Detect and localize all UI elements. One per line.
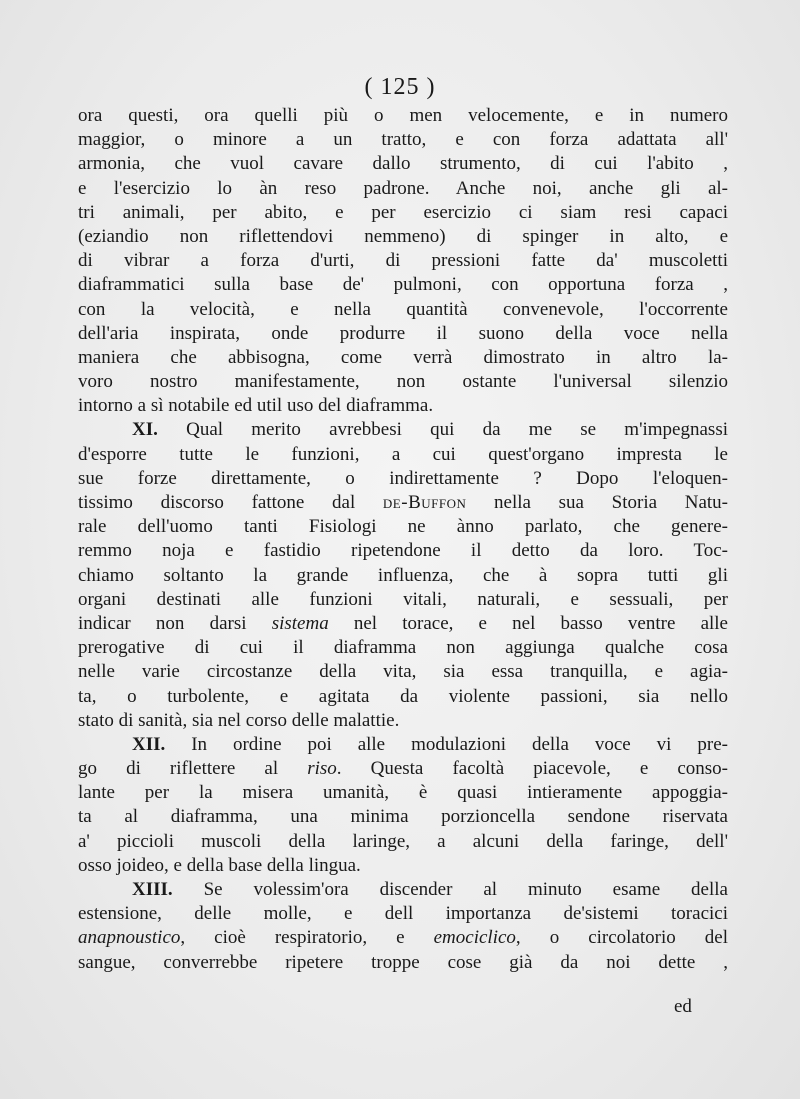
text-line bbox=[78, 612, 728, 636]
text-segment: a' piccioli muscoli della laringe, a alcuni della faringe, dell' bbox=[78, 830, 728, 852]
text-segment: (eziandio non riflettendovi nemmeno) di spinger in alto, e bbox=[78, 225, 728, 247]
text-line bbox=[78, 394, 728, 418]
text-line bbox=[78, 515, 728, 539]
text-segment: lante per la misera umanità, è quasi intieramente appoggia- bbox=[78, 782, 728, 804]
text-line bbox=[78, 781, 728, 805]
text-segment: sangue, converrebbe ripetere troppe cose già da noi dette , bbox=[78, 951, 728, 973]
text-segment: maggior, o minore a un tratto, e con forza adattata all' bbox=[78, 129, 728, 151]
catchword: ed bbox=[674, 996, 692, 1017]
section-number: XIII. bbox=[132, 879, 173, 900]
text-line bbox=[78, 273, 728, 297]
text-line bbox=[78, 539, 728, 563]
page-number: ( 125 ) bbox=[364, 74, 436, 100]
text-line bbox=[78, 805, 728, 829]
text-segment: indicar non darsi bbox=[78, 612, 272, 634]
text-segment: organi destinati alle funzioni vitali, naturali, e sessuali, per bbox=[78, 588, 728, 610]
text-segment: chiamo soltanto la grande influenza, che à sopra tutti gli bbox=[78, 564, 728, 586]
text-segment: intorno a sì notabile ed util uso del diaframma. bbox=[78, 395, 434, 417]
text-segment: sue forze direttamente, o indirettamente ? Dopo l'eloquen- bbox=[78, 467, 728, 489]
section-number: XI. bbox=[132, 419, 158, 441]
text-line bbox=[78, 951, 728, 975]
text-segment: prerogative di cui il diaframma non aggiunga qualche cosa bbox=[78, 637, 728, 659]
italic-term: sistema bbox=[271, 612, 329, 634]
text-line bbox=[78, 709, 728, 733]
text-line bbox=[78, 298, 728, 322]
text-segment: nella sua Storia Natu- bbox=[466, 492, 728, 513]
text-segment: tissimo discorso fattone dal bbox=[78, 492, 383, 513]
text-line bbox=[78, 854, 728, 878]
italic-term: emociclico bbox=[433, 927, 516, 949]
text-line bbox=[78, 249, 728, 273]
text-line bbox=[78, 926, 728, 950]
text-line bbox=[78, 733, 728, 757]
text-segment: voro nostro manifestamente, non ostante l'universal silenzio bbox=[78, 371, 728, 393]
text-line bbox=[78, 322, 728, 346]
text-line bbox=[78, 902, 728, 926]
text-segment: go di riflettere al bbox=[78, 758, 308, 780]
text-segment: e l'esercizio lo àn reso padrone. Anche noi, anche gli al- bbox=[78, 177, 728, 199]
text-segment: osso joideo, e della base della lingua. bbox=[78, 854, 361, 876]
text-segment: In ordine poi alle modulazioni della voce vi pre- bbox=[165, 733, 728, 755]
text-segment: , cioè respiratorio, e bbox=[180, 927, 434, 949]
text-segment: remmo noja e fastidio ripetendone il detto da loro. Toc- bbox=[78, 540, 728, 562]
text-line bbox=[78, 128, 728, 152]
text-line bbox=[78, 660, 728, 684]
text-segment: d'esporre tutte le funzioni, a cui quest'organo impresta le bbox=[78, 443, 728, 465]
text-line bbox=[78, 685, 728, 709]
text-line bbox=[78, 588, 728, 612]
text-line bbox=[78, 418, 728, 442]
text-line bbox=[78, 491, 728, 515]
text-line bbox=[78, 346, 728, 370]
section-number: XII. bbox=[132, 733, 166, 755]
text-line bbox=[78, 443, 728, 467]
text-line bbox=[78, 878, 728, 902]
text-line bbox=[78, 201, 728, 225]
text-segment: , o circolatorio del bbox=[515, 927, 729, 949]
text-segment: stato di sanità, sia nel corso delle malattie. bbox=[78, 709, 400, 731]
text-line bbox=[78, 152, 728, 176]
italic-term: anapnoustico bbox=[78, 927, 181, 949]
text-segment: Qual merito avrebbesi qui da me se m'impegnassi bbox=[157, 419, 728, 441]
text-segment: ta al diaframma, una minima porzioncella sendone riservata bbox=[78, 806, 728, 828]
body-text bbox=[78, 104, 728, 975]
text-segment: Se volessim'ora discender al minuto esame della bbox=[172, 879, 728, 900]
text-segment: di vibrar a forza d'urti, di pressioni fatte da' muscoletti bbox=[78, 250, 728, 272]
text-segment: con la velocità, e nella quantità convenevole, l'occorrente bbox=[78, 298, 728, 320]
text-segment: armonia, che vuol cavare dallo strumento, di cui l'abito , bbox=[78, 153, 728, 175]
text-segment: ora questi, ora quelli più o men velocemente, e in numero bbox=[78, 105, 728, 126]
text-segment: tri animali, per abito, e per esercizio ci siam resi capaci bbox=[78, 201, 728, 223]
text-line bbox=[78, 370, 728, 394]
text-line bbox=[78, 467, 728, 491]
text-segment: maniera che abbisogna, come verrà dimostrato in altro la- bbox=[78, 346, 728, 368]
text-segment: ta, o turbolente, e agitata da violente passioni, sia nello bbox=[78, 685, 728, 707]
text-line bbox=[78, 564, 728, 588]
text-segment: . Questa facoltà piacevole, e conso- bbox=[336, 758, 728, 780]
text-line bbox=[78, 830, 728, 854]
text-line bbox=[78, 757, 728, 781]
text-line bbox=[78, 636, 728, 660]
text-segment: nelle varie circostanze della vita, sia essa tranquilla, e agia- bbox=[78, 661, 728, 683]
text-segment: diaframmatici sulla base de' pulmoni, con opportuna forza , bbox=[78, 274, 728, 296]
italic-term: riso bbox=[307, 758, 337, 780]
author-name: de-Buffon bbox=[382, 492, 467, 513]
text-segment: dell'aria inspirata, onde produrre il suono della voce nella bbox=[78, 322, 728, 344]
text-segment: rale dell'uomo tanti Fisiologi ne ànno parlato, che genere- bbox=[78, 516, 728, 538]
text-segment: estensione, delle molle, e dell importanza de'sistemi toracici bbox=[78, 903, 728, 925]
text-line bbox=[78, 177, 728, 201]
text-line bbox=[78, 104, 728, 128]
text-line bbox=[78, 225, 728, 249]
text-segment: nel torace, e nel basso ventre alle bbox=[328, 612, 728, 634]
